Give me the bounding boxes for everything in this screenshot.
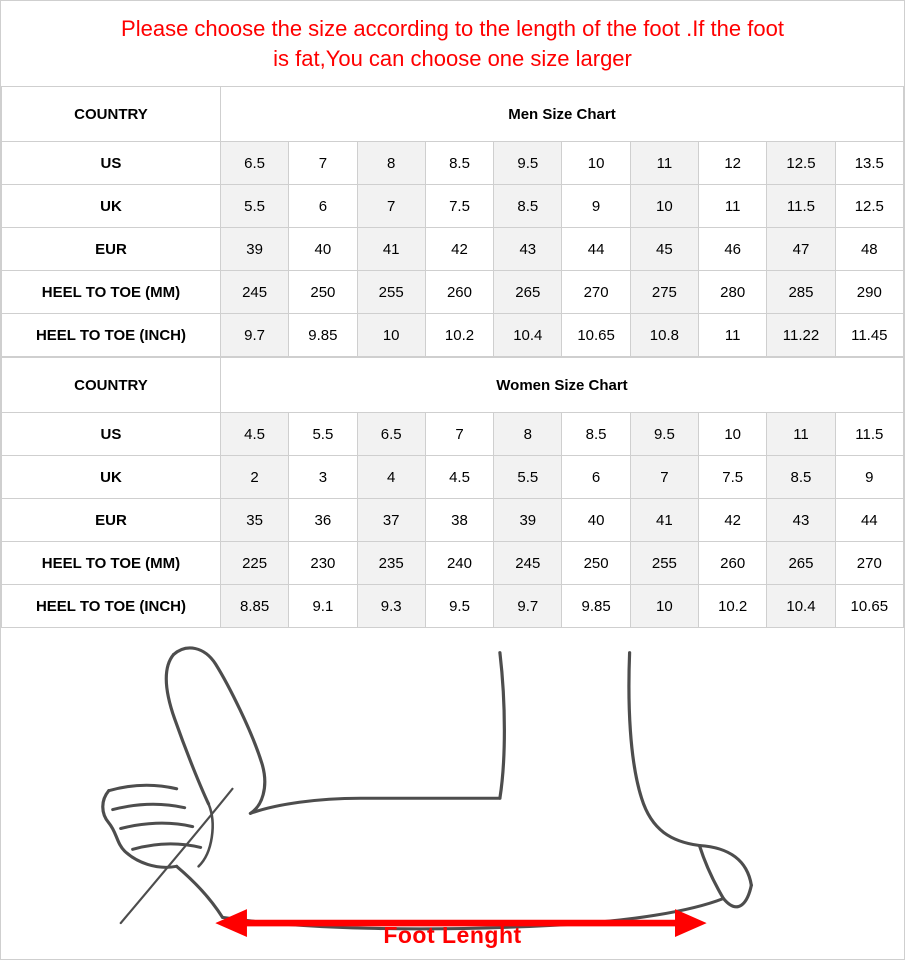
table-row	[2, 456, 904, 499]
table-cell: 10.4	[494, 314, 562, 357]
men-size-table	[1, 86, 904, 357]
table-cell: 280	[699, 271, 767, 314]
toe-line-3	[121, 823, 193, 828]
table-cell: 10	[630, 585, 698, 628]
big-toe-base	[199, 804, 213, 866]
table-row	[2, 185, 904, 228]
table-cell: 250	[562, 542, 630, 585]
table-cell: 11	[767, 413, 835, 456]
table-cell: 36	[289, 499, 357, 542]
table-cell: 9.85	[562, 585, 630, 628]
big-toe-inner	[166, 654, 208, 803]
table-cell: 270	[562, 271, 630, 314]
toe-line-4	[133, 844, 201, 849]
table-cell: 41	[357, 228, 425, 271]
toe-guide-line	[121, 789, 233, 923]
table-cell: 5.5	[289, 413, 357, 456]
table-cell: 6	[289, 185, 357, 228]
chart-title: Men Size Chart	[220, 87, 903, 142]
table-cell: 42	[699, 499, 767, 542]
toe-line-1	[109, 785, 177, 790]
notice-line-1: Please choose the size according to the length of the foot .If the foot	[121, 16, 784, 41]
table-cell: 8.5	[767, 456, 835, 499]
row-label: UK	[2, 185, 221, 228]
table-header-row	[2, 358, 904, 413]
row-label: HEEL TO TOE (INCH)	[2, 314, 221, 357]
table-cell: 7	[357, 185, 425, 228]
table-cell: 285	[767, 271, 835, 314]
table-cell: 10	[630, 185, 698, 228]
table-cell: 39	[494, 499, 562, 542]
table-header-row	[2, 87, 904, 142]
table-row	[2, 499, 904, 542]
women-size-table	[1, 357, 904, 628]
table-cell: 11	[699, 314, 767, 357]
toe-line-2	[113, 804, 185, 809]
table-cell: 10.65	[835, 585, 903, 628]
table-row	[2, 585, 904, 628]
table-cell: 265	[767, 542, 835, 585]
row-label: US	[2, 142, 221, 185]
table-cell: 9.1	[289, 585, 357, 628]
table-row	[2, 271, 904, 314]
foot-length-caption: Foot Lenght	[383, 922, 522, 948]
toe-left-edge	[103, 791, 177, 868]
table-cell: 12.5	[835, 185, 903, 228]
table-cell: 10.8	[630, 314, 698, 357]
table-cell: 9	[562, 185, 630, 228]
table-row	[2, 314, 904, 357]
table-cell: 235	[357, 542, 425, 585]
table-cell: 255	[630, 542, 698, 585]
table-cell: 2	[220, 456, 288, 499]
table-cell: 39	[220, 228, 288, 271]
table-row	[2, 228, 904, 271]
table-row	[2, 413, 904, 456]
table-cell: 270	[835, 542, 903, 585]
table-cell: 38	[425, 499, 493, 542]
table-cell: 275	[630, 271, 698, 314]
row-label: EUR	[2, 228, 221, 271]
chart-title: Women Size Chart	[220, 358, 903, 413]
table-cell: 7.5	[699, 456, 767, 499]
foot-length-illustration	[1, 628, 904, 959]
table-cell: 12	[699, 142, 767, 185]
table-cell: 11.22	[767, 314, 835, 357]
table-cell: 250	[289, 271, 357, 314]
size-notice	[1, 1, 904, 86]
table-cell: 46	[699, 228, 767, 271]
table-cell: 9.7	[220, 314, 288, 357]
table-cell: 4.5	[425, 456, 493, 499]
table-cell: 5.5	[494, 456, 562, 499]
table-cell: 10	[699, 413, 767, 456]
heel-inner	[699, 846, 723, 899]
table-cell: 41	[630, 499, 698, 542]
table-cell: 9.5	[425, 585, 493, 628]
women-table-body	[2, 358, 904, 628]
row-label: HEEL TO TOE (MM)	[2, 271, 221, 314]
table-cell: 44	[562, 228, 630, 271]
table-cell: 4.5	[220, 413, 288, 456]
notice-line-2: is fat,You can choose one size larger	[273, 46, 632, 71]
table-cell: 13.5	[835, 142, 903, 185]
table-cell: 6	[562, 456, 630, 499]
table-cell: 8.85	[220, 585, 288, 628]
table-cell: 260	[425, 271, 493, 314]
row-label: US	[2, 413, 221, 456]
table-cell: 230	[289, 542, 357, 585]
table-cell: 40	[289, 228, 357, 271]
table-cell: 10	[562, 142, 630, 185]
table-cell: 9.85	[289, 314, 357, 357]
country-header: COUNTRY	[2, 87, 221, 142]
table-cell: 43	[767, 499, 835, 542]
table-cell: 42	[425, 228, 493, 271]
table-cell: 45	[630, 228, 698, 271]
table-cell: 225	[220, 542, 288, 585]
table-cell: 4	[357, 456, 425, 499]
table-cell: 48	[835, 228, 903, 271]
row-label: UK	[2, 456, 221, 499]
ankle-front	[500, 653, 504, 799]
table-cell: 9.5	[494, 142, 562, 185]
table-cell: 7	[289, 142, 357, 185]
table-cell: 11.5	[835, 413, 903, 456]
table-cell: 10.65	[562, 314, 630, 357]
table-cell: 9.7	[494, 585, 562, 628]
table-cell: 10.2	[699, 585, 767, 628]
table-cell: 8.5	[494, 185, 562, 228]
table-cell: 7	[630, 456, 698, 499]
table-cell: 10	[357, 314, 425, 357]
table-cell: 8	[494, 413, 562, 456]
table-cell: 3	[289, 456, 357, 499]
table-cell: 8.5	[562, 413, 630, 456]
table-cell: 12.5	[767, 142, 835, 185]
table-cell: 265	[494, 271, 562, 314]
table-cell: 9.3	[357, 585, 425, 628]
table-cell: 43	[494, 228, 562, 271]
table-cell: 40	[562, 499, 630, 542]
table-cell: 290	[835, 271, 903, 314]
table-cell: 47	[767, 228, 835, 271]
big-toe-outline	[174, 648, 265, 813]
men-table-body	[2, 87, 904, 357]
table-cell: 245	[220, 271, 288, 314]
table-cell: 7.5	[425, 185, 493, 228]
table-cell: 10.2	[425, 314, 493, 357]
table-cell: 7	[425, 413, 493, 456]
table-cell: 8	[357, 142, 425, 185]
table-cell: 35	[220, 499, 288, 542]
foot-diagram-svg	[1, 628, 904, 959]
table-cell: 11.45	[835, 314, 903, 357]
table-cell: 11	[630, 142, 698, 185]
table-cell: 6.5	[220, 142, 288, 185]
table-cell: 8.5	[425, 142, 493, 185]
table-row	[2, 542, 904, 585]
table-cell: 240	[425, 542, 493, 585]
table-cell: 37	[357, 499, 425, 542]
table-cell: 11.5	[767, 185, 835, 228]
table-cell: 44	[835, 499, 903, 542]
table-cell: 9	[835, 456, 903, 499]
row-label: EUR	[2, 499, 221, 542]
instep-top	[250, 798, 499, 813]
table-cell: 245	[494, 542, 562, 585]
row-label: HEEL TO TOE (MM)	[2, 542, 221, 585]
forefoot-sole	[177, 866, 223, 917]
ankle-back	[629, 653, 700, 846]
row-label: HEEL TO TOE (INCH)	[2, 585, 221, 628]
table-cell: 260	[699, 542, 767, 585]
table-cell: 255	[357, 271, 425, 314]
country-header: COUNTRY	[2, 358, 221, 413]
table-cell: 11	[699, 185, 767, 228]
heel-curve	[723, 885, 751, 907]
table-cell: 6.5	[357, 413, 425, 456]
table-cell: 5.5	[220, 185, 288, 228]
table-cell: 10.4	[767, 585, 835, 628]
table-cell: 9.5	[630, 413, 698, 456]
table-row	[2, 142, 904, 185]
